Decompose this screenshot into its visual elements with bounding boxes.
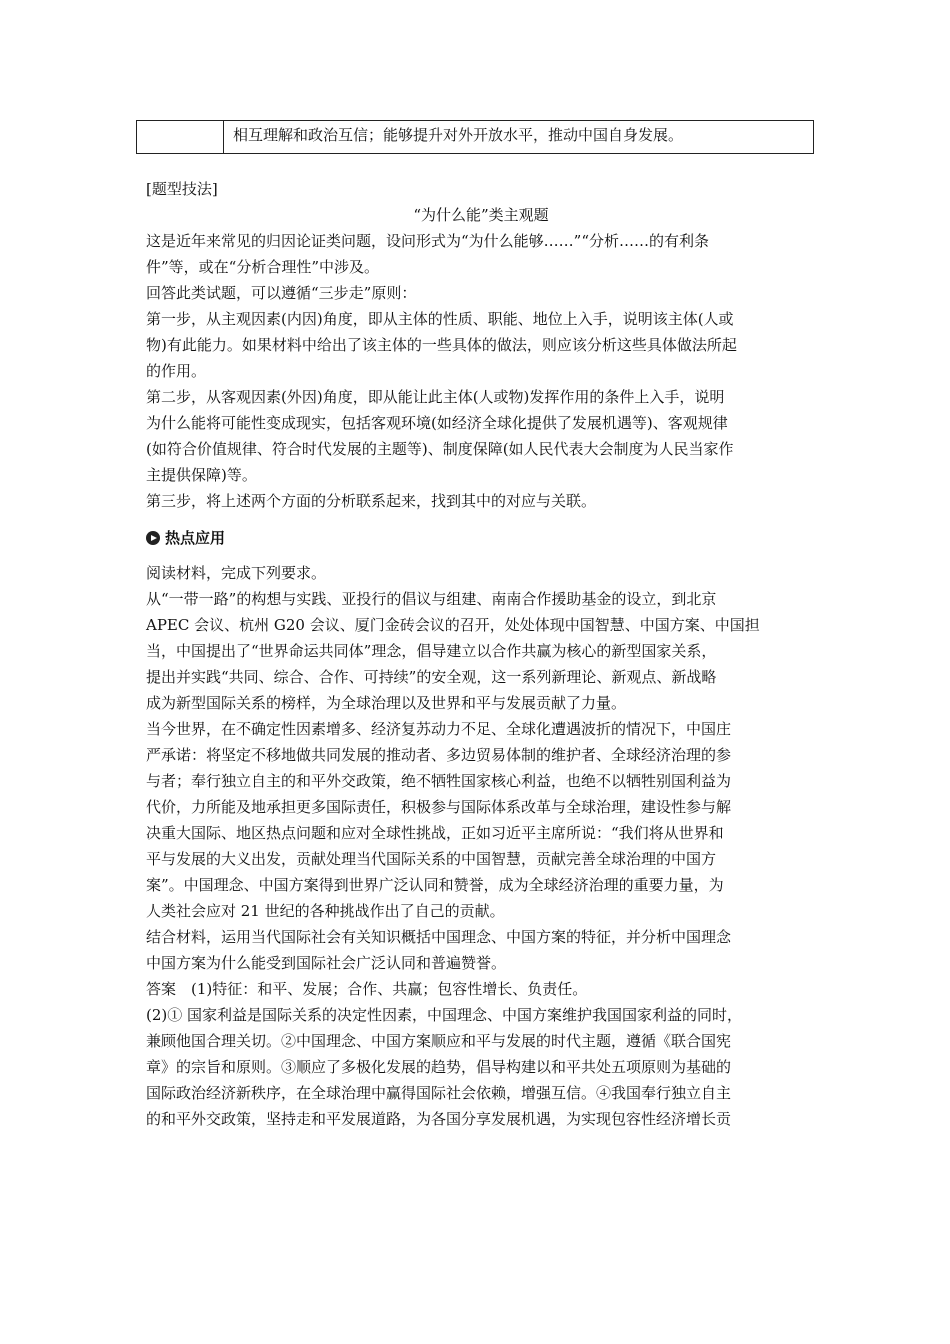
answer-line: 答案 (1)特征：和平、发展；合作、共赢；包容性增长、负责任。 — [146, 980, 588, 998]
technique-body — [146, 228, 816, 514]
paragraph-line: 从“一带一路”的构想与实践、亚投行的倡议与组建、南南合作援助基金的设立，到北京 — [146, 590, 717, 608]
paragraph-line: 阅读材料，完成下列要求。 — [146, 564, 327, 582]
paragraph-line: 人类社会应对 21 世纪的各种挑战作出了自己的贡献。 — [146, 902, 505, 920]
paragraph-line: 的作用。 — [146, 362, 207, 380]
main-content — [146, 176, 816, 1132]
paragraph-line: 严承诺：将坚定不移地做共同发展的推动者、多边贸易体制的维护者、全球经济治理的参 — [146, 746, 732, 764]
paragraph-line: 决重大国际、地区热点问题和应对全球性挑战，正如习近平主席所说：“我们将从世界和 — [146, 824, 724, 842]
paragraph-line: 第一步，从主观因素(内因)角度，即从主体的性质、职能、地位上入手，说明该主体(人或 — [146, 310, 734, 328]
paragraph-line: 这是近年来常见的归因论证类问题，设问形式为“为什么能够……”“分析……的有利条 — [146, 232, 710, 250]
table-cell-left — [137, 121, 224, 153]
table-cell-right: 相互理解和政治互信；能够提升对外开放水平，推动中国自身发展。 — [233, 126, 684, 144]
paragraph-line: 提出并实践“共同、综合、合作、可持续”的安全观，这一系列新理论、新观点、新战略 — [146, 668, 717, 686]
answer-line: 国际政治经济新秩序，在全球治理中赢得国际社会依赖，增强互信。④我国奉行独立自主 — [146, 1084, 732, 1102]
paragraph-line: 案”。中国理念、中国方案得到世界广泛认同和赞誉，成为全球经济治理的重要力量，为 — [146, 876, 724, 894]
continuation-table — [136, 120, 814, 154]
paragraph-line: 代价，力所能及地承担更多国际责任，积极参与国际体系改革与全球治理，建设性参与解 — [146, 798, 732, 816]
answer-line: 兼顾他国合理关切。②中国理念、中国方案顺应和平与发展的时代主题，遵循《联合国宪 — [146, 1032, 732, 1050]
paragraph-line: 成为新型国际关系的榜样，为全球治理以及世界和平与发展贡献了力量。 — [146, 694, 627, 712]
paragraph-line: APEC 会议、杭州 G20 会议、厦门金砖会议的召开，处处体现中国智慧、中国方案、中国担 — [146, 616, 760, 634]
section-tag: [题型技法] — [146, 180, 218, 198]
paragraph-line: 中国方案为什么能受到国际社会广泛认同和普遍赞誉。 — [146, 954, 507, 972]
paragraph-line: 当，中国提出了“世界命运共同体”理念，倡导建立以合作共赢为核心的新型国家关系， — [146, 642, 717, 660]
paragraph-line: 第三步，将上述两个方面的分析联系起来，找到其中的对应与关联。 — [146, 492, 597, 510]
paragraph-line: 主提供保障)等。 — [146, 466, 257, 484]
paragraph-line: 第二步，从客观因素(外因)角度，即从能让此主体(人或物)发挥作用的条件上入手，说明 — [146, 388, 725, 406]
paragraph-line: 回答此类试题，可以遵循“三步走”原则： — [146, 284, 417, 302]
paragraph-line: 物)有此能力。如果材料中给出了该主体的一些具体的做法，则应该分析这些具体做法所起 — [146, 336, 737, 354]
section-title: “为什么能”类主观题 — [413, 206, 549, 224]
paragraph-line: 为什么能将可能性变成现实，包括客观环境(如经济全球化提供了发展机遇等)、客观规律 — [146, 414, 728, 432]
paragraph-line: 结合材料，运用当代国际社会有关知识概括中国理念、中国方案的特征，并分析中国理念 — [146, 928, 732, 946]
paragraph-line: (如符合价值规律、符合时代发展的主题等)、制度保障(如人民代表大会制度为人民当家作 — [146, 440, 734, 458]
paragraph-line: 件”等，或在“分析合理性”中涉及。 — [146, 258, 380, 276]
paragraph-line: 与者；奉行独立自主的和平外交政策，绝不牺牲国家核心利益，也绝不以牺牲别国利益为 — [146, 772, 732, 790]
hot-topic-heading — [146, 525, 816, 551]
heading-label: 热点应用 — [165, 529, 226, 547]
paragraph-line: 当今世界，在不确定性因素增多、经济复苏动力不足、全球化遭遇波折的情况下，中国庄 — [146, 720, 732, 738]
hot-topic-body — [146, 560, 816, 1132]
answer-line: 的和平外交政策，坚持走和平发展道路，为各国分享发展机遇，为实现包容性经济增长贡 — [146, 1110, 732, 1128]
play-circle-icon — [146, 531, 160, 545]
paragraph-line: 平与发展的大义出发，贡献处理当代国际关系的中国智慧，贡献完善全球治理的中国方 — [146, 850, 717, 868]
answer-line: (2)① 国家利益是国际关系的决定性因素，中国理念、中国方案维护我国国家利益的同时， — [146, 1006, 743, 1024]
answer-line: 章》的宗旨和原则。③顺应了多极化发展的趋势，倡导构建以和平共处五项原则为基础的 — [146, 1058, 732, 1076]
